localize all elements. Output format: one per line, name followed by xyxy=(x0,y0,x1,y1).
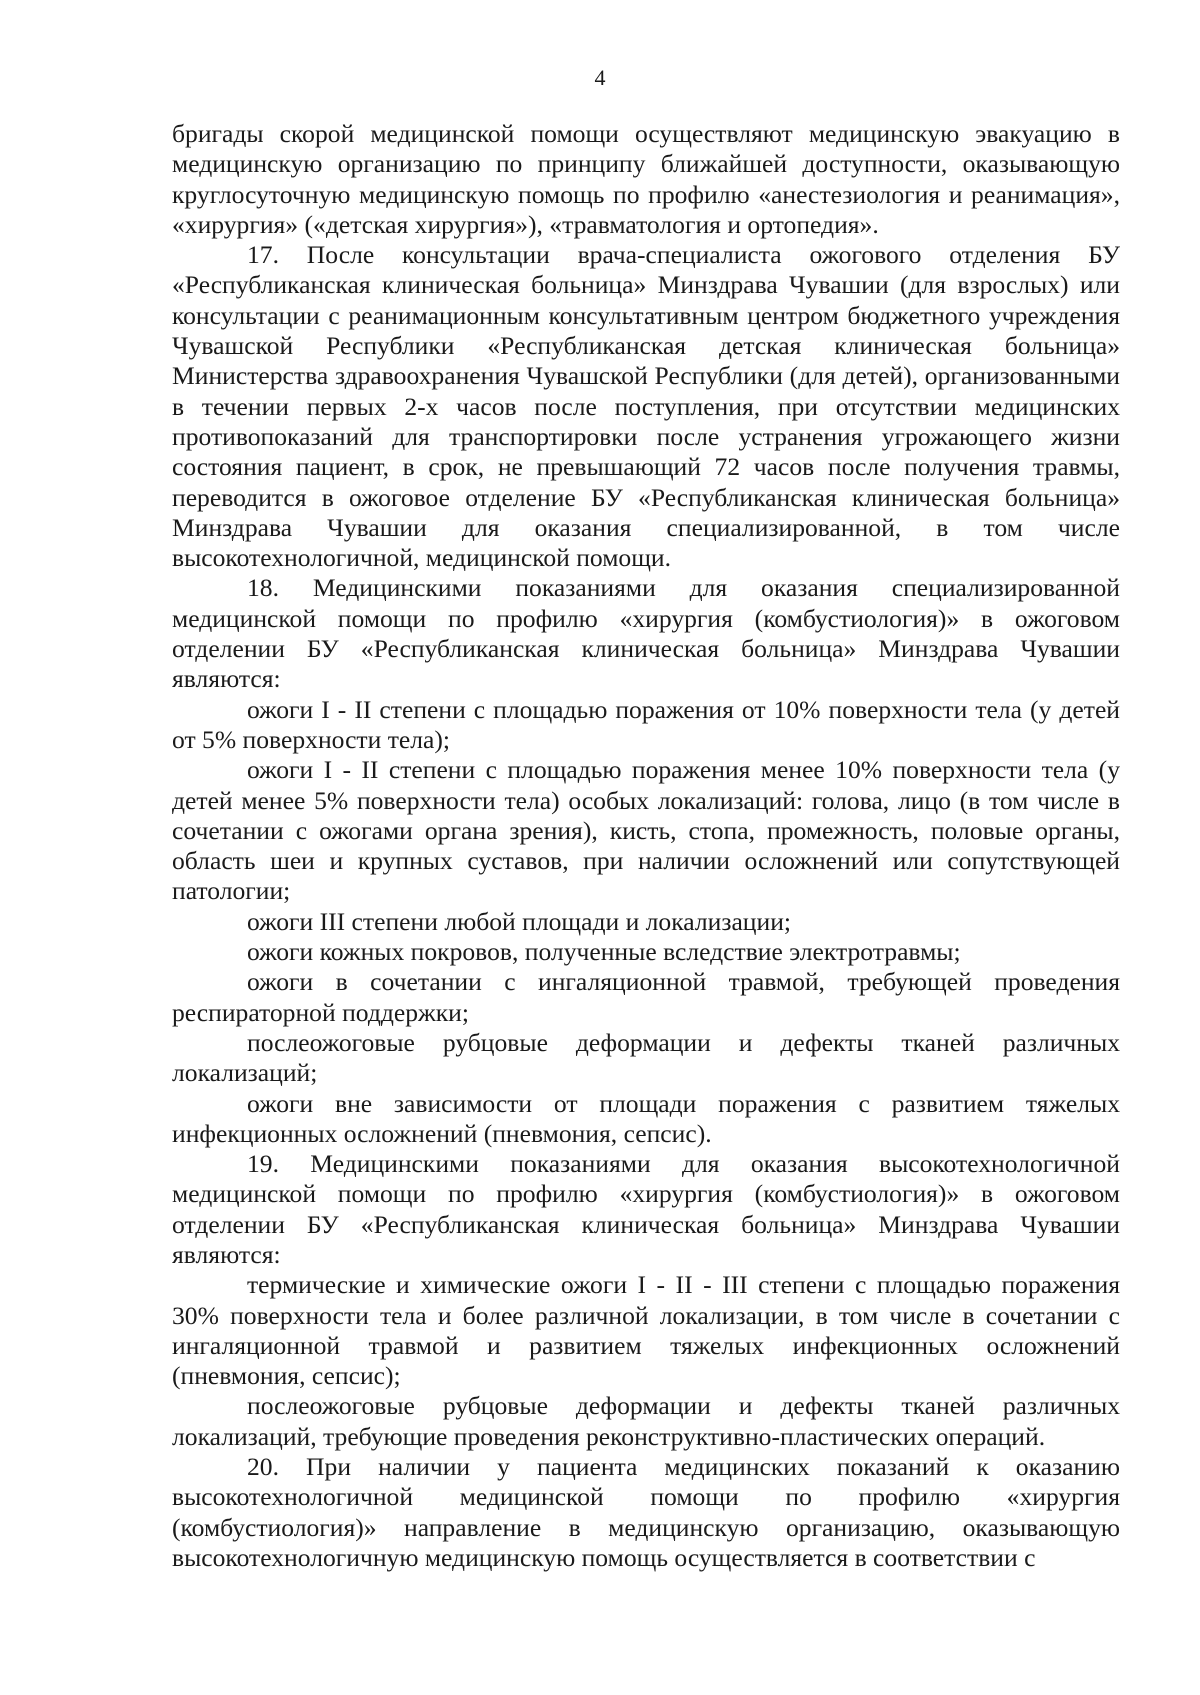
list-item: ожоги I - II степени с площадью поражения от 10% поверхности тела (у детей от 5% поверхности тела); xyxy=(172,694,1120,754)
paragraph-17: 17. После консультации врача-специалиста ожогового отделения БУ «Республиканская клиническая больница» Минздрава Чувашии (для взрослых) или консультации с реанимационным консультативным центром бюджетного учреждения Чувашской Республики «Республиканская детская клиническая больница» Министерства здравоохранения Чувашской Республики (для детей), организованными в течении первых 2-х часов после поступления, при отсутствии медицинских противопоказаний для транспортировки после устранения угрожающего жизни состояния пациент, в срок, не превышающий 72 часов после получения травмы, переводится в ожоговое отделение БУ «Республиканская клиническая больница» Минздрава Чувашии для оказания специализированной, в том числе высокотехнологичной, медицинской помощи. xyxy=(172,240,1120,573)
paragraph-20: 20. При наличии у пациента медицинских показаний к оказанию высокотехнологичной медицинской помощи по профилю «хирургия (комбустиология)» направление в медицинскую организацию, оказывающую высокотехнологичную медицинскую помощь осуществляется в соответствии с xyxy=(172,1452,1120,1572)
list-item: термические и химические ожоги I - II - III степени с площадью поражения 30% поверхности тела и более различной локализации, в том числе в сочетании с ингаляционной травмой и развитием тяжелых инфекционных осложнений (пневмония, сепсис); xyxy=(172,1270,1120,1391)
list-item: ожоги вне зависимости от площади поражения с развитием тяжелых инфекционных осложнений (пневмония, сепсис). xyxy=(172,1088,1120,1148)
paragraph-ambulance-evacuation: бригады скорой медицинской помощи осуществляют медицинскую эвакуацию в медицинскую организацию по принципу ближайшей доступности, оказывающую круглосуточную медицинскую помощь по профилю «анестезиология и реанимация», «хирургия» («детская хирургия»), «травматология и ортопедия». xyxy=(172,119,1120,239)
document-body xyxy=(172,119,1120,1573)
paragraph-19: 19. Медицинскими показаниями для оказания высокотехнологичной медицинской помощи по профилю «хирургия (комбустиология)» в ожоговом отделении БУ «Республиканская клиническая больница» Минздрава Чувашии являются: xyxy=(172,1149,1120,1269)
paragraph-18: 18. Медицинскими показаниями для оказания специализированной медицинской помощи по профилю «хирургия (комбустиология)» в ожоговом отделении БУ «Республиканская клиническая больница» Минздрава Чувашии являются: xyxy=(172,573,1120,694)
list-item: ожоги в сочетании с ингаляционной травмой, требующей проведения респираторной поддержки; xyxy=(172,967,1120,1027)
list-item: послеожоговые рубцовые деформации и дефекты тканей различных локализаций; xyxy=(172,1027,1120,1088)
list-item: ожоги III степени любой площади и локализации; xyxy=(247,906,792,936)
list-item: ожоги I - II степени с площадью поражения менее 10% поверхности тела (у детей менее 5% поверхности тела) особых локализаций: голова, лицо (в том числе в сочетании с ожогами органа зрения), кисть, стопа, промежность, половые органы, область шеи и крупных суставов, при наличии осложнений или сопутствующей патологии; xyxy=(172,755,1120,906)
page-number: 4 xyxy=(594,65,606,90)
list-item: послеожоговые рубцовые деформации и дефекты тканей различных локализаций, требующие проведения реконструктивно-пластических операций. xyxy=(172,1391,1120,1451)
list-item: ожоги кожных покровов, полученные вследствие электротравмы; xyxy=(247,937,961,967)
